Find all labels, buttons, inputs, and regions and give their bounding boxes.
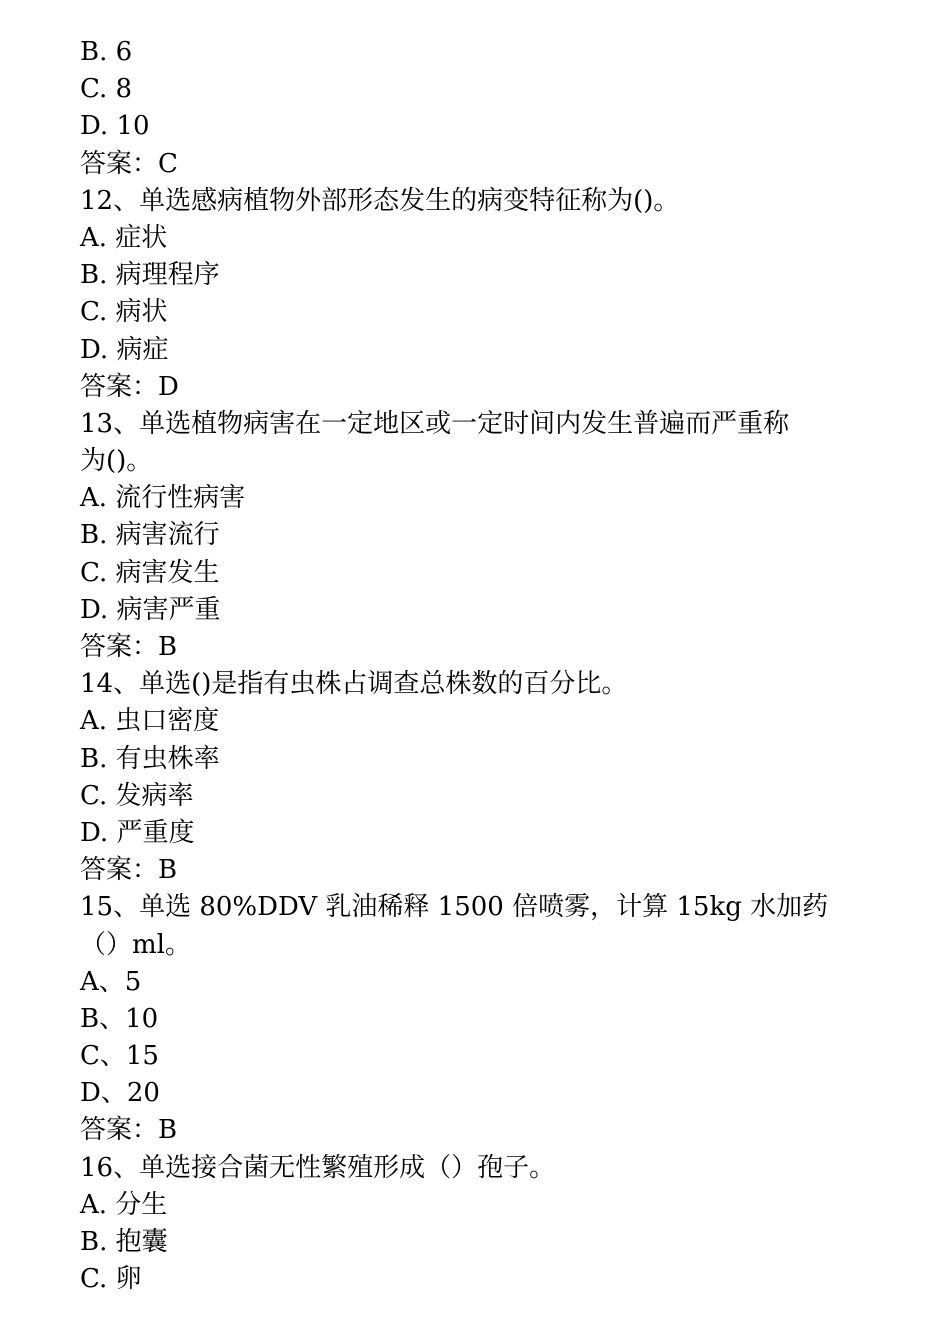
option-line: D. 病害严重 bbox=[80, 594, 221, 625]
option-line: B. 6 bbox=[80, 37, 133, 67]
answer-line: 答案：B bbox=[80, 1115, 178, 1146]
option-line: B. 抱囊 bbox=[80, 1227, 168, 1257]
answer-line: 答案：C bbox=[80, 148, 178, 179]
option-line: B、10 bbox=[80, 1003, 159, 1034]
document-page bbox=[80, 34, 880, 1298]
answer-line: 答案：B bbox=[80, 632, 178, 662]
option-line: A. 分生 bbox=[80, 1189, 168, 1220]
option-line: D. 严重度 bbox=[80, 817, 195, 848]
question-line-continued: 为()。 bbox=[80, 446, 153, 477]
answer-line: 答案：D bbox=[80, 371, 179, 402]
option-line: B. 病理程序 bbox=[80, 260, 220, 291]
question-line-continued: （）ml。 bbox=[80, 929, 191, 960]
option-line: C. 发病率 bbox=[80, 780, 194, 811]
option-line: C. 病状 bbox=[80, 297, 168, 328]
question-line: 15、单选 80%DDV 乳油稀释 1500 倍喷雾，计算 15kg 水加药 bbox=[80, 892, 829, 923]
option-line: C. 病害发生 bbox=[80, 557, 220, 588]
question-line: 14、单选()是指有虫株占调查总株数的百分比。 bbox=[80, 669, 628, 700]
option-line: D. 病症 bbox=[80, 334, 169, 365]
option-line: A. 虫口密度 bbox=[80, 706, 220, 737]
option-line: D. 10 bbox=[80, 111, 150, 142]
option-line: B. 病害流行 bbox=[80, 520, 220, 551]
answer-line: 答案：B bbox=[80, 855, 178, 886]
option-line: A. 流行性病害 bbox=[80, 483, 246, 514]
option-line: A. 症状 bbox=[80, 222, 168, 253]
option-line: C、15 bbox=[80, 1041, 159, 1072]
question-line: 16、单选接合菌无性繁殖形成（）孢子。 bbox=[80, 1152, 556, 1183]
option-line: D、20 bbox=[80, 1078, 160, 1109]
question-line: 12、单选感病植物外部形态发生的病变特征称为()。 bbox=[80, 185, 680, 216]
option-line: C. 卵 bbox=[80, 1264, 142, 1295]
option-line: A、5 bbox=[80, 966, 142, 997]
option-line: C. 8 bbox=[80, 74, 133, 105]
option-line: B. 有虫株率 bbox=[80, 743, 220, 774]
question-line: 13、单选植物病害在一定地区或一定时间内发生普遍而严重称 bbox=[80, 408, 790, 439]
